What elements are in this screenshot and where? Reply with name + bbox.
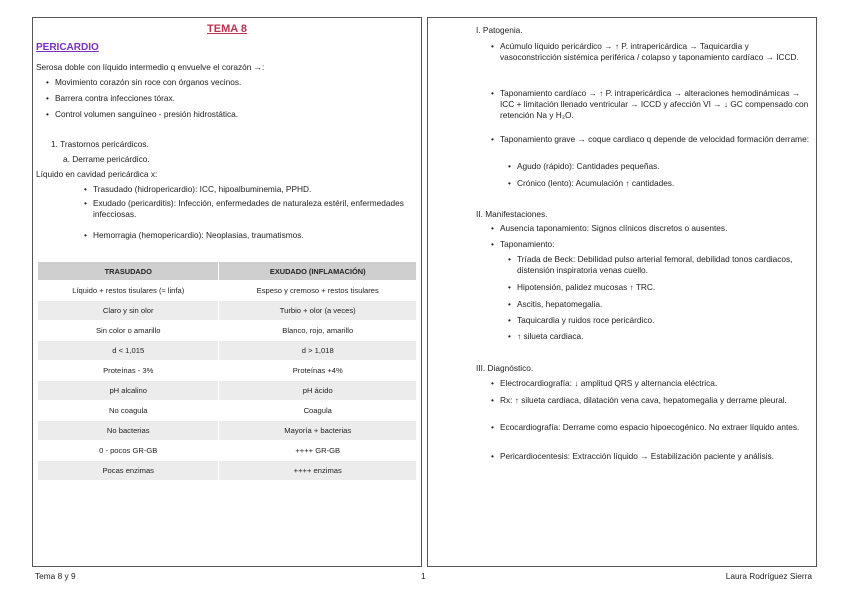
table-cell: Espeso y cremoso + restos tisulares [219, 281, 417, 301]
table-row [38, 321, 417, 341]
table-cell: Pocas enzimas [38, 461, 219, 481]
liquid-bullet: • Trasudado (hidropericardio): ICC, hipoalbuminemia, PPHD. [93, 184, 311, 195]
diagnostico-bullet: • Rx: ↑ silueta cardiaca, dilatación vena cava, hepatomegalia y derrame pleural. [500, 395, 812, 406]
list-item: 1. Trastornos pericárdicos. [51, 139, 149, 149]
table-cell: pH ácido [219, 381, 417, 401]
table-row [38, 281, 417, 301]
footer-author: Laura Rodríguez Sierra [725, 571, 812, 581]
table-cell: d < 1,015 [38, 341, 219, 361]
intro-bullet: • Movimiento corazón sin roce con órganos vecinos. [55, 77, 241, 88]
table-row [38, 381, 417, 401]
patogenia-subbullet: • Crónico (lento): Acumulación ↑ cantidades. [517, 178, 674, 189]
diagnostico-bullet: • Ecocardiografía: Derrame como espacio hipoecogénico. No extraer líquido antes. [500, 422, 812, 433]
page-title: TEMA 8 [207, 23, 247, 35]
table-header-row [38, 262, 417, 281]
section-heading-manifestaciones: II. Manifestaciones. [476, 209, 548, 219]
left-page [32, 17, 422, 567]
table-row [38, 441, 417, 461]
liquid-bullet: • Exudado (pericarditis): Infección, enfermedades de naturaleza estéril, enfermedades infecciosas. [93, 198, 415, 220]
table-cell: No bacterias [38, 421, 219, 441]
comparison-table [37, 261, 417, 481]
table-cell: Sin color o amarillo [38, 321, 219, 341]
table-cell: No coagula [38, 401, 219, 421]
table-row [38, 401, 417, 421]
manifestaciones-bullet: • Ausencia taponamiento: Signos clínicos discretos o ausentes. [500, 223, 727, 234]
intro-bullet: • Barrera contra infecciones tórax. [55, 93, 175, 104]
table-cell: ++++ GR-GB [219, 441, 417, 461]
table-row [38, 461, 417, 481]
footer-page-number: 1 [421, 571, 426, 581]
table-row [38, 361, 417, 381]
table-cell: Proteínas +4% [219, 361, 417, 381]
manifestaciones-subbullet: • Hipotensión, palidez mucosas ↑ TRC. [517, 282, 655, 293]
table-cell: pH alcalino [38, 381, 219, 401]
patogenia-bullet: • Acúmulo líquido pericárdico → ↑ P. intrapericárdica → Taquicardia y vasoconstricción sistémica periférica / colapso y taponamiento cardíaco → ICCD. [500, 41, 812, 63]
liquid-bullet: • Hemorragia (hemopericardio): Neoplasias, traumatismos. [93, 230, 304, 241]
section-heading-diagnostico: III. Diagnóstico. [476, 363, 534, 373]
intro-bullet: • Control volumen sanguíneo - presión hidrostática. [55, 109, 238, 120]
table-cell: ++++ enzimas [219, 461, 417, 481]
diagnostico-bullet: • Pericardiocentesis: Extracción líquido → Estabilización paciente y análisis. [500, 451, 812, 462]
manifestaciones-subbullet: • Taquicardia y ruidos roce pericárdico. [517, 315, 654, 326]
table-header: EXUDADO (INFLAMACIÓN) [219, 262, 417, 281]
footer-left: Tema 8 y 9 [35, 571, 76, 581]
table-cell: Claro y sin olor [38, 301, 219, 321]
section-heading-patogenia: I. Patogenia. [476, 25, 523, 35]
manifestaciones-bullet: • Taponamiento: [500, 239, 554, 250]
list-subitem: a. Derrame pericárdico. [63, 154, 150, 164]
table-header: TRASUDADO [38, 262, 219, 281]
patogenia-bullet: • Taponamiento cardíaco → ↑ P. intrapericárdica → alteraciones hemodinámicas → ICC + limitación llenado ventricular → ICCD y afección VI → ↓ GC compensado con retención Na y H₂O. [500, 88, 812, 121]
manifestaciones-subbullet: • Tríada de Beck: Debilidad pulso arterial femoral, debilidad tonos cardiacos, distensión inspiratoria venas cuello. [517, 254, 813, 276]
patogenia-bullet: • Taponamiento grave → coque cardiaco q depende de velocidad formación derrame: [500, 134, 812, 145]
section-heading: PERICARDIO [36, 42, 99, 53]
liquid-intro: Líquido en cavidad pericárdica x: [36, 169, 158, 179]
patogenia-subbullet: • Agudo (rápido): Cantidades pequeñas. [517, 161, 660, 172]
table-row [38, 421, 417, 441]
manifestaciones-subbullet: • ↑ silueta cardiaca. [517, 331, 583, 342]
table-cell: Coagula [219, 401, 417, 421]
table-row [38, 341, 417, 361]
manifestaciones-subbullet: • Ascitis, hepatomegalia. [517, 299, 602, 310]
right-page [427, 17, 817, 567]
table-cell: Mayoría + bacterias [219, 421, 417, 441]
intro-text: Serosa doble con líquido intermedio q envuelve el corazón →: [36, 62, 265, 72]
table-cell: Proteínas - 3% [38, 361, 219, 381]
table-cell: 0 - pocos GR-GB [38, 441, 219, 461]
table-row [38, 301, 417, 321]
table-cell: d > 1,018 [219, 341, 417, 361]
diagnostico-bullet: • Electrocardiografía: ↓ amplitud QRS y alternancia eléctrica. [500, 378, 717, 389]
table-cell: Turbio + olor (a veces) [219, 301, 417, 321]
table-cell: Líquido + restos tisulares (≈ linfa) [38, 281, 219, 301]
table-cell: Blanco, rojo, amarillo [219, 321, 417, 341]
